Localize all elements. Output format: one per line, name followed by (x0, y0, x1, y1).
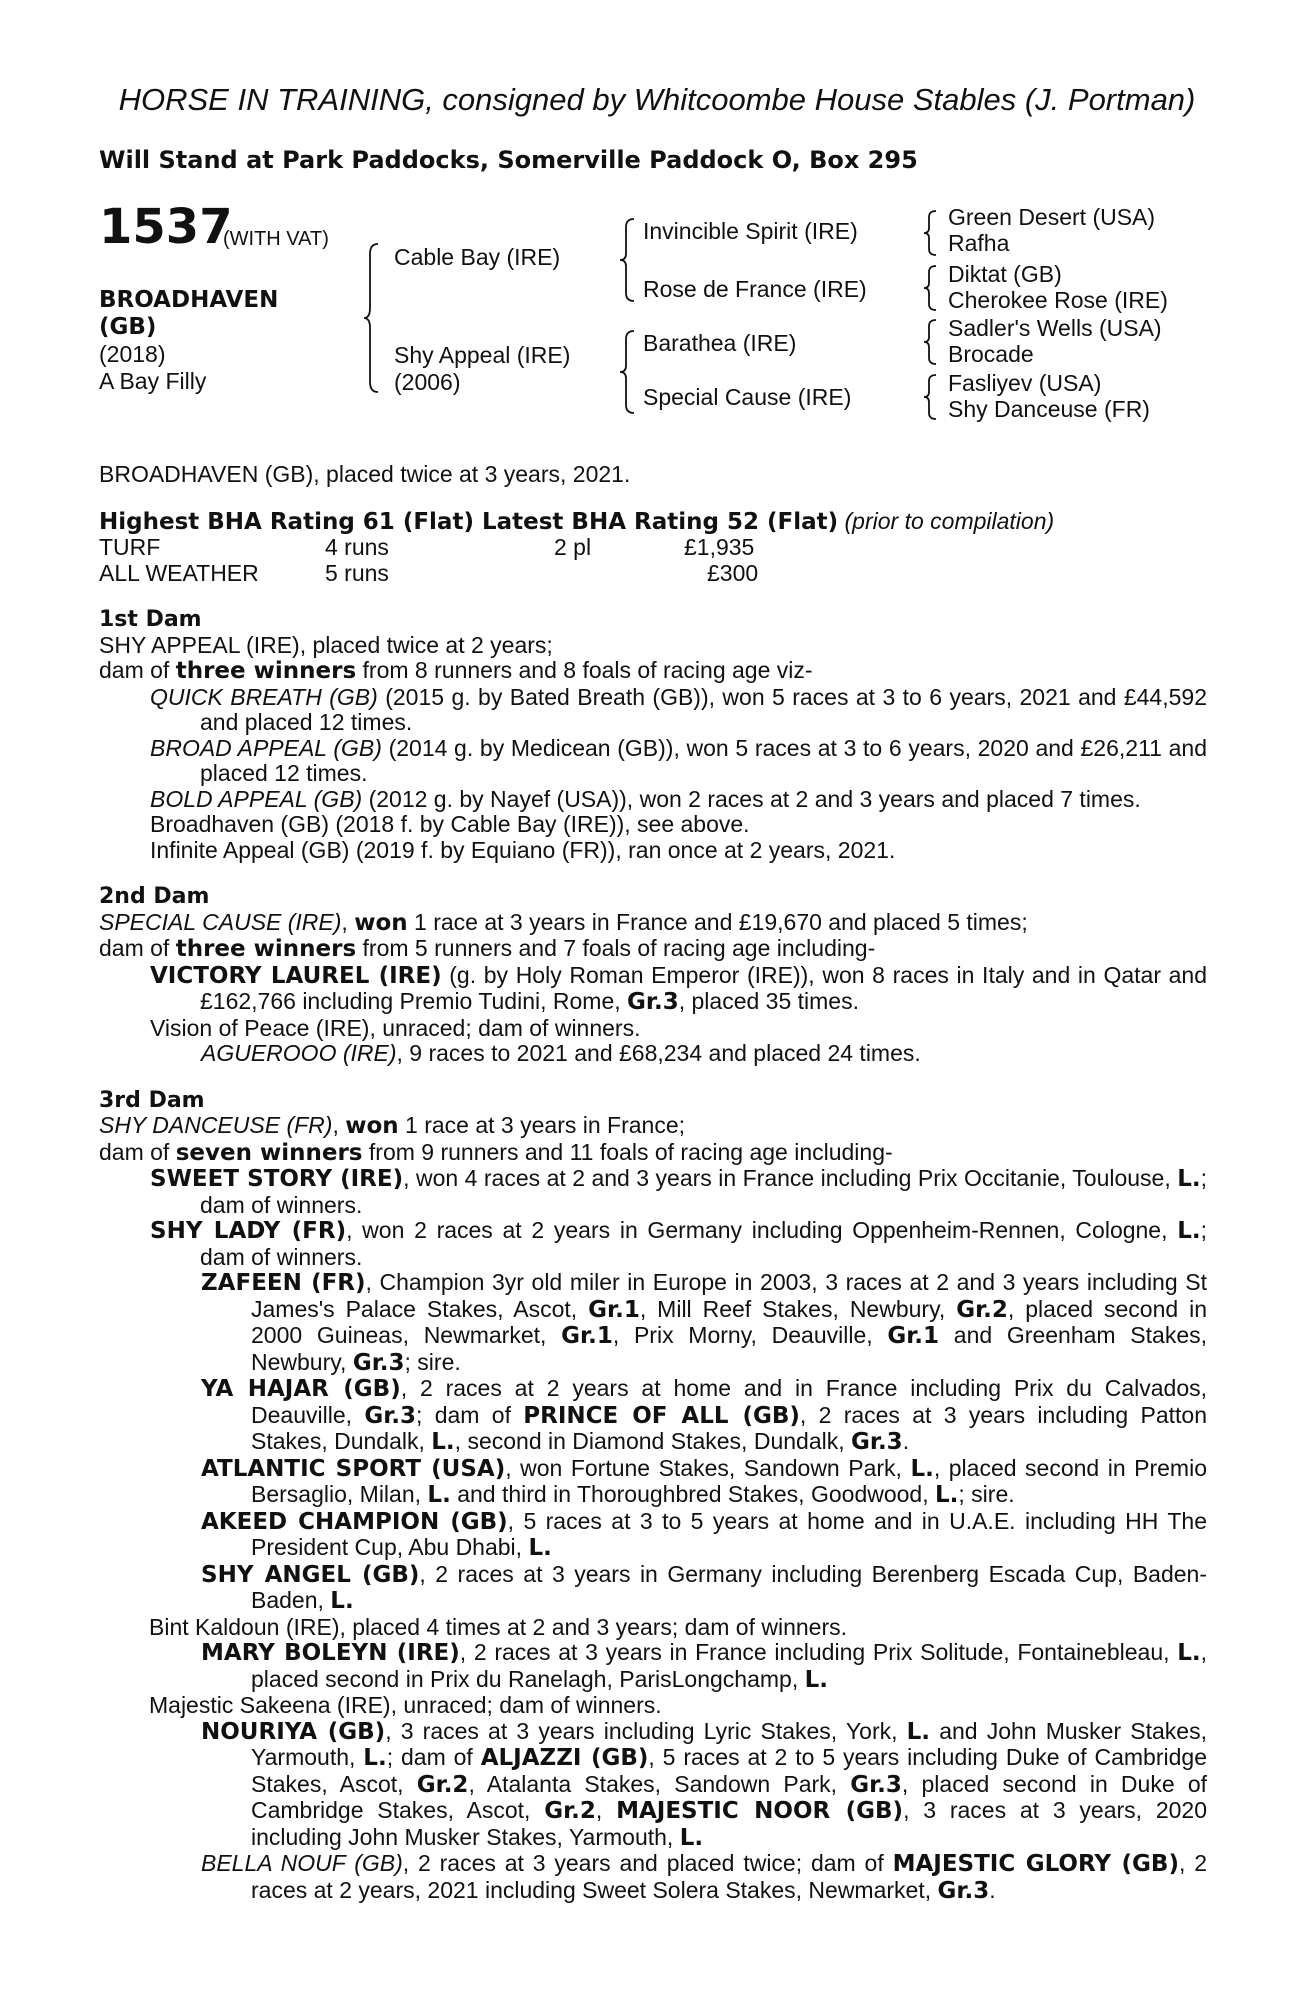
progeny-aguerooo: AGUEROOO (IRE), 9 races to 2021 and £68,234 and placed 24 times. (201, 1040, 921, 1066)
pedigree-bracket-sire (620, 219, 636, 301)
pedigree-ddd: Shy Danceuse (FR) (948, 396, 1150, 422)
catalogue-body (99, 462, 1207, 1904)
progeny-shy-angel: SHY ANGEL (GB), 2 races at 3 years in Germany including Berenberg Escada Cup, Baden-Baden, L. (201, 1560, 1207, 1614)
horse-name (99, 287, 278, 341)
pedigree-sdd: Cherokee Rose (IRE) (948, 287, 1168, 313)
progeny-majestic-sakeena: Majestic Sakeena (IRE), unraced; dam of winners. (149, 1692, 662, 1718)
progeny-bella-nouf: BELLA NOUF (GB), 2 races at 3 years and placed twice; dam of MAJESTIC GLORY (GB), 2 races at 2 years, 2021 including Sweet Solera Stakes, Newmarket, Gr.3. (201, 1850, 1207, 1904)
pedigree-dam (394, 342, 570, 396)
pedigree-dds: Fasliyev (USA) (948, 370, 1102, 396)
progeny-ya-hajar: YA HAJAR (GB), 2 races at 2 years at home and in France including Prix du Calvados, Deauville, Gr.3; dam of PRINCE OF ALL (GB), 2 races at 3 years including Patton Stakes, Dundalk, L., second in Diamond Stakes, Dundalk, Gr.3. (201, 1375, 1208, 1455)
pedigree-sire: Cable Bay (IRE) (394, 244, 561, 270)
pedigree-sss: Green Desert (USA) (948, 204, 1156, 230)
pedigree-dam-dam: Special Cause (IRE) (643, 384, 852, 410)
horse-info (99, 341, 206, 395)
first-dam-line2: dam of three winners from 8 runners and 8 foals of racing age viz- (99, 657, 813, 684)
progeny-akeed-champion: AKEED CHAMPION (GB), 5 races at 3 to 5 years at home and in U.A.E. including HH The President Cup, Abu Dhabi, L. (201, 1507, 1207, 1561)
second-dam-heading: 2nd Dam (99, 884, 210, 909)
record-row-turf: TURF 4 runs 2 pl £1,935 (99, 534, 755, 560)
page-header: HORSE IN TRAINING, consigned by Whitcoombe House Stables (J. Portman) (118, 82, 1196, 117)
progeny-victory-laurel: VICTORY LAUREL (IRE) (g. by Holy Roman Emperor (IRE)), won 8 races in Italy and in Qatar and £162,766 including Premio Tudini, Rome, Gr.3, placed 35 times. (150, 961, 1207, 1015)
pedigree-dsd: Brocade (948, 341, 1034, 367)
pedigree-bracket-dd (924, 375, 938, 419)
pedigree-sds: Diktat (GB) (948, 261, 1062, 287)
first-dam-heading: 1st Dam (99, 607, 202, 632)
progeny-vision-of-peace: Vision of Peace (IRE), unraced; dam of winners. (150, 1014, 641, 1041)
progeny-mary-boleyn: MARY BOLEYN (IRE), 2 races at 3 years in France including Prix Solitude, Fontainebleau, L., placed second in Prix du Ranelagh, ParisLongchamp, L. (201, 1639, 1207, 1693)
pedigree-dam-name: Shy Appeal (IRE) (394, 342, 571, 368)
progeny-zafeen: ZAFEEN (FR), Champion 3yr old miler in Europe in 2003, 3 races at 2 and 3 years including St James's Palace Stakes, Ascot, Gr.1, Mill Reef Stakes, Newbury, Gr.2, placed second in 2000 Guineas, Newmarket, Gr.1, Prix Morny, Deauville, Gr.1 and Greenham Stakes, Newbury, Gr.3; sire. (201, 1269, 1208, 1376)
pedigree-sire-sire: Invincible Spirit (IRE) (643, 218, 858, 244)
pedigree-bracket-main (364, 244, 380, 392)
progeny-bint-kaldoun: Bint Kaldoun (IRE), placed 4 times at 2 and 3 years; dam of winners. (149, 1613, 848, 1640)
race-summary: BROADHAVEN (GB), placed twice at 3 years, 2021. (99, 461, 631, 487)
lot-number: 1537 (99, 199, 233, 255)
third-dam-line1: SHY DANCEUSE (FR), won 1 race at 3 years in France; (99, 1112, 686, 1139)
third-dam-line2: dam of seven winners from 9 runners and 11 foals of racing age including- (99, 1138, 893, 1166)
horse-name-line2: (GB) (99, 314, 157, 340)
progeny-sweet-story: SWEET STORY (IRE), won 4 races at 2 and 3 years in France including Prix Occitanie, Toulouse, L.; dam of winners. (150, 1165, 1207, 1218)
horse-name-line1: BROADHAVEN (99, 287, 279, 313)
vat-note: (WITH VAT) (223, 228, 329, 250)
pedigree-sire-dam: Rose de France (IRE) (643, 276, 867, 302)
progeny-quick-breath: QUICK BREATH (GB) (2015 g. by Bated Breath (GB)), won 5 races at 3 to 6 years, 2021 and £44,592 and placed 12 times. (150, 683, 1207, 735)
pedigree-ssd: Rafha (948, 230, 1010, 256)
progeny-nouriya: NOURIYA (GB), 3 races at 3 years including Lyric Stakes, York, L. and John Musker Stakes, Yarmouth, L.; dam of ALJAZZI (GB), 5 races at 2 to 5 years including Duke of Cambridge Stakes, Ascot, Gr.2, Atalanta Stakes, Sandown Park, Gr.3, placed second in Duke of Cambridge Stakes, Ascot, Gr.2, MAJESTIC NOOR (GB), 3 races at 3 years, 2020 including John Musker Stakes, Yarmouth, L. (201, 1717, 1208, 1851)
pedigree-dss: Sadler's Wells (USA) (948, 315, 1162, 341)
progeny-shy-lady: SHY LADY (FR), won 2 races at 2 years in Germany including Oppenheim-Rennen, Cologne, L.; dam of winners. (150, 1217, 1207, 1270)
second-dam-line1: SPECIAL CAUSE (IRE), won 1 race at 3 years in France and £19,670 and placed 5 times; (99, 908, 1028, 936)
pedigree-bracket-sd (924, 266, 938, 310)
progeny-infinite-appeal: Infinite Appeal (GB) (2019 f. by Equiano (FR)), ran once at 2 years, 2021. (150, 836, 896, 863)
pedigree-dam-year: (2006) (394, 369, 461, 395)
third-dam-heading: 3rd Dam (99, 1087, 205, 1113)
pedigree-bracket-dam (620, 331, 636, 413)
second-dam-line2: dam of three winners from 5 runners and 7 foals of racing age including- (99, 935, 876, 962)
rating-line: Highest BHA Rating 61 (Flat) Latest BHA Rating 52 (Flat) (prior to compilation) (99, 507, 1055, 535)
horse-year: (2018) (99, 341, 166, 367)
stand-location: Will Stand at Park Paddocks, Somerville Paddock O, Box 295 (99, 146, 918, 174)
pedigree-bracket-ds (924, 320, 938, 364)
progeny-broad-appeal: BROAD APPEAL (GB) (2014 g. by Medicean (GB)), won 5 races at 3 to 6 years, 2020 and £26,211 and placed 12 times. (150, 734, 1207, 786)
pedigree-bracket-ss (924, 211, 938, 255)
progeny-atlantic-sport: ATLANTIC SPORT (USA), won Fortune Stakes, Sandown Park, L., placed second in Premio Bersaglio, Milan, L. and third in Thoroughbred Stakes, Goodwood, L.; sire. (201, 1454, 1207, 1508)
progeny-bold-appeal: BOLD APPEAL (GB) (2012 g. by Nayef (USA)), won 2 races at 2 and 3 years and placed 7 times. (150, 785, 1141, 812)
horse-description: A Bay Filly (99, 368, 207, 394)
progeny-broadhaven: Broadhaven (GB) (2018 f. by Cable Bay (IRE)), see above. (150, 811, 750, 837)
record-row-all-weather: ALL WEATHER 5 runs £300 (99, 559, 759, 586)
first-dam-line1: SHY APPEAL (IRE), placed twice at 2 years; (99, 631, 553, 658)
pedigree-dam-sire: Barathea (IRE) (643, 330, 797, 356)
